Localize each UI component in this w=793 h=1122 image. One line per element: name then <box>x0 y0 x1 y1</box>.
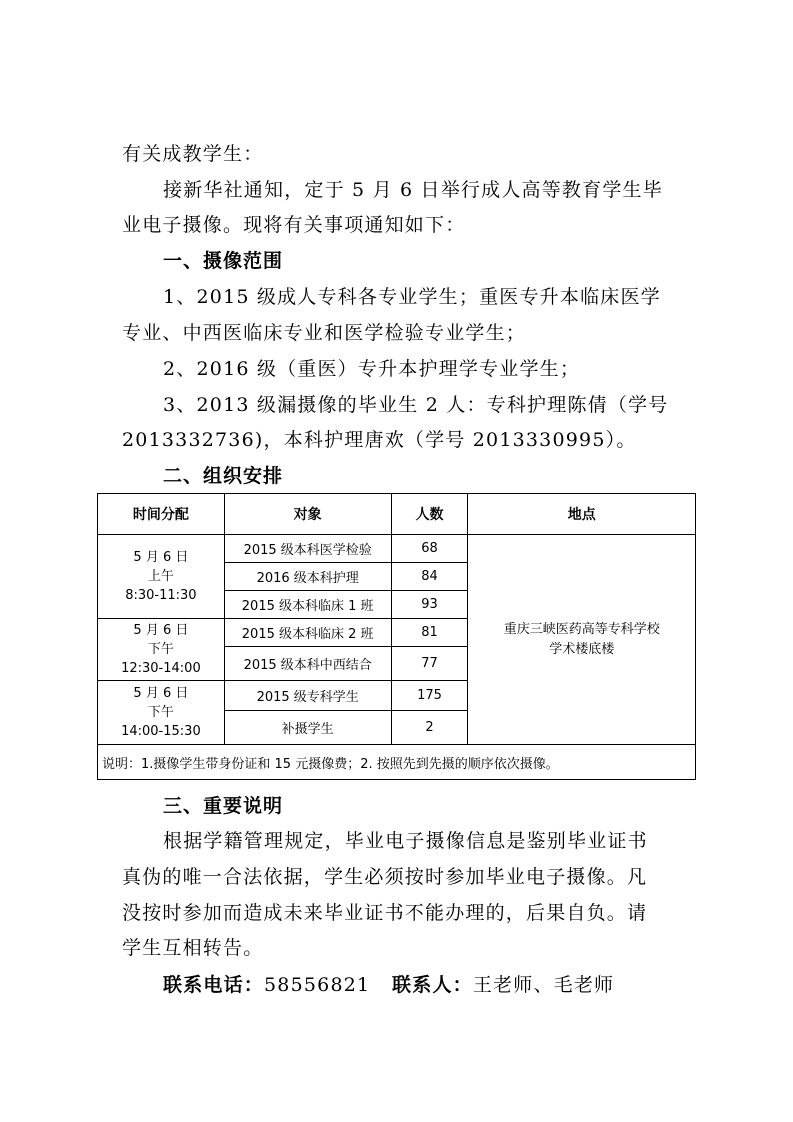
table-row <box>98 535 696 563</box>
time-slot-date: 5 月 6 日 <box>133 550 189 565</box>
time-slot-period: 上午 <box>147 569 174 584</box>
contact-persons: 王老师、毛老师 <box>472 974 615 996</box>
notes-line-4: 学生互相转告。 <box>122 937 264 959</box>
time-slot-range: 8:30-11:30 <box>125 588 197 603</box>
count-cell: 93 <box>391 591 468 619</box>
target-cell: 2015 级本科临床 1 班 <box>224 591 391 619</box>
scope-item-1-line-2: 专业、中西医临床专业和医学检验专业学生； <box>122 322 527 344</box>
time-slot-afternoon-2 <box>98 681 225 745</box>
intro-line-1: 接新华社通知，定于 5 月 6 日举行成人高等教育学生毕 <box>163 179 663 201</box>
scope-item-3-line-1: 3、2013 级漏摄像的毕业生 2 人：专科护理陈倩（学号 <box>163 394 669 416</box>
target-cell: 2015 级本科临床 2 班 <box>224 619 391 647</box>
time-slot-period: 下午 <box>147 642 174 657</box>
time-slot-range: 14:00-15:30 <box>121 724 201 739</box>
target-cell: 补摄学生 <box>224 711 391 745</box>
target-cell: 2015 级本科中西结合 <box>224 647 391 681</box>
greeting: 有关成教学生： <box>122 143 264 165</box>
notes-line-1: 根据学籍管理规定，毕业电子摄像信息是鉴别毕业证书 <box>163 830 648 852</box>
section-3-title: 三、重要说明 <box>163 795 284 817</box>
time-slot-morning <box>98 535 225 619</box>
count-cell: 68 <box>391 535 468 563</box>
header-target: 对象 <box>224 494 391 535</box>
phone-number: 58556821 <box>264 974 371 996</box>
time-slot-period: 下午 <box>147 705 174 720</box>
contact-line <box>163 970 683 1000</box>
time-slot-date: 5 月 6 日 <box>133 686 189 701</box>
header-count: 人数 <box>391 494 468 535</box>
notes-line-2: 真伪的唯一合法依据，学生必须按时参加毕业电子摄像。凡 <box>122 866 648 888</box>
time-slot-date: 5 月 6 日 <box>133 623 189 638</box>
location-cell <box>468 535 696 745</box>
section-2-title: 二、组织安排 <box>163 465 284 487</box>
table-note-row <box>98 745 696 780</box>
table-note: 说明：1.摄像学生带身份证和 15 元摄像费；2. 按照先到先摄的顺序依次摄像。 <box>98 745 696 780</box>
count-cell: 175 <box>391 681 468 711</box>
count-cell: 2 <box>391 711 468 745</box>
location-line-1: 重庆三峡医药高等专科学校 <box>503 621 660 637</box>
header-location: 地点 <box>468 494 696 535</box>
contact-person-label: 联系人： <box>392 974 473 996</box>
count-cell: 81 <box>391 619 468 647</box>
table-header-row <box>98 494 696 535</box>
location-line-2: 学术楼底楼 <box>549 641 615 657</box>
count-cell: 77 <box>391 647 468 681</box>
scope-item-1-line-1: 1、2015 级成人专科各专业学生；重医专升本临床医学 <box>163 286 661 308</box>
scope-item-2: 2、2016 级（重医）专升本护理学专业学生； <box>163 358 581 380</box>
section-1-title: 一、摄像范围 <box>163 250 284 272</box>
notes-line-3: 没按时参加而造成未来毕业证书不能办理的，后果自负。请 <box>122 902 648 924</box>
target-cell: 2015 级本科医学检验 <box>224 535 391 563</box>
time-slot-range: 12:30-14:00 <box>121 661 201 676</box>
phone-label: 联系电话： <box>163 974 265 996</box>
scope-item-3-line-2: 2013332736)，本科护理唐欢（学号 2013330995）。 <box>122 429 637 451</box>
intro-line-2: 业电子摄像。现将有关事项通知如下： <box>122 214 466 236</box>
target-cell: 2016 级本科护理 <box>224 563 391 591</box>
schedule-table <box>97 493 696 780</box>
header-time: 时间分配 <box>98 494 225 535</box>
target-cell: 2015 级专科学生 <box>224 681 391 711</box>
time-slot-afternoon-1 <box>98 619 225 681</box>
count-cell: 84 <box>391 563 468 591</box>
